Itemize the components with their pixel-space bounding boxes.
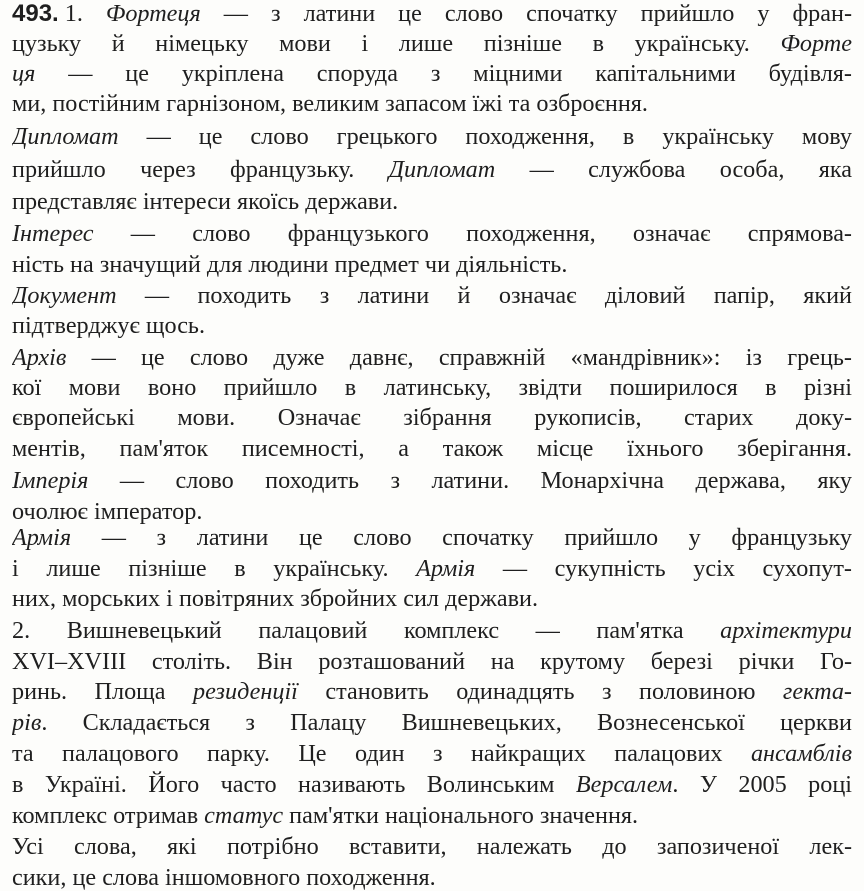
text-run: 2. Вишневецький палацовий комплекс — пам'ятка (12, 617, 721, 644)
text-run: становить одинадцять з половиною (297, 678, 783, 705)
text-line (12, 522, 852, 554)
text-line (12, 433, 852, 465)
text-run: європейські мови. Означає зібрання рукописів, старих доку- (12, 404, 852, 431)
text-line (12, 88, 852, 120)
text-line (12, 707, 852, 739)
text-line (12, 615, 852, 647)
italic-word: Фортеця (105, 0, 201, 27)
italic-word: Архів (12, 344, 67, 371)
text-run: них, морських і повітряних збройних сил держави. (12, 585, 539, 612)
italic-word: ансамблів (750, 740, 852, 767)
italic-word: рів (12, 709, 42, 736)
text-run: — слово походить з латини. Монархічна держава, яку (88, 467, 852, 494)
text-run: XVI–XVIII століть. Він розташований на крутому березі річки Го- (12, 648, 852, 675)
text-line (12, 28, 852, 60)
text-line (12, 676, 852, 708)
text-run: — це слово дуже давнє, справжній «мандрівник»: із грець- (66, 344, 852, 371)
exercise-number: 493. (12, 0, 59, 27)
text-line (12, 769, 852, 801)
text-run: підтверджує щось. (12, 312, 206, 339)
text-line (12, 121, 852, 153)
text-run: Усі слова, які потрібно вставити, належать до запозиченої лек- (12, 833, 852, 860)
text-run: ність на значущий для людини предмет чи діяльність. (12, 251, 568, 278)
text-run: та палацового парку. Це один з найкращих палацових (12, 740, 751, 767)
text-line (12, 800, 852, 832)
italic-word: Версалем (575, 771, 673, 798)
text-run: — походить з латини й означає діловий папір, який (116, 282, 852, 309)
text-line (12, 249, 852, 281)
text-run: 1. (64, 0, 106, 27)
text-run: . Складається з Палацу Вишневецьких, Вознесенської церкви (41, 709, 852, 736)
italic-word: Форте (780, 30, 852, 57)
text-run: — це укріплена споруда з міцними капітальними будівля- (35, 60, 852, 87)
text-run: і лише пізніше в українську. (12, 555, 417, 582)
italic-word: Документ (12, 282, 117, 309)
text-run: ринь. Площа (12, 678, 194, 705)
text-run: сики, це слова іншомовного походження. (12, 864, 436, 891)
italic-word: Армія (416, 555, 476, 582)
text-line (12, 0, 852, 30)
text-line (12, 553, 852, 585)
italic-word: резиденції (193, 678, 298, 705)
text-line (12, 154, 852, 186)
text-run: — службова особа, яка (495, 156, 852, 183)
text-line (12, 310, 852, 342)
text-run: — слово французького походження, означає спрямова- (93, 220, 852, 247)
text-line (12, 280, 852, 312)
text-line (12, 646, 852, 678)
italic-word: архітектури (720, 617, 852, 644)
italic-word: ця (12, 60, 36, 87)
text-line (12, 372, 852, 404)
text-line (12, 342, 852, 374)
text-run: пам'ятки національного значення. (283, 802, 639, 829)
text-line (12, 186, 852, 218)
text-run: — це слово грецького походження, в українську мову (118, 123, 852, 150)
text-run: ментів, пам'яток писемності, а також місце їхнього зберігання. (12, 435, 852, 462)
text-line (12, 862, 852, 894)
text-line (12, 738, 852, 770)
text-line (12, 218, 852, 250)
text-line (12, 583, 852, 615)
text-run: цузьку й німецьку мови і лише пізніше в українську. (12, 30, 781, 57)
text-run: — з латини це слово спочатку прийшло у фран- (200, 0, 852, 27)
text-run: — сукупність усіх сухопут- (475, 555, 852, 582)
text-run: очолює імператор. (12, 498, 203, 525)
text-run: представляє інтереси якоїсь держави. (12, 188, 399, 215)
text-line (12, 402, 852, 434)
text-run: кої мови воно прийшло в латинську, звідти поширилося в різні (12, 374, 852, 401)
text-run: прийшло через французьку. (12, 156, 389, 183)
text-run: ми, постійним гарнізоном, великим запасом їжі та озброєння. (12, 90, 648, 117)
text-line (12, 58, 852, 90)
italic-word: гекта- (782, 678, 852, 705)
text-run: — з латини це слово спочатку прийшло у французьку (71, 524, 852, 551)
text-line (12, 831, 852, 863)
text-run: в Україні. Його часто називають Волинським (12, 771, 576, 798)
italic-word: Інтерес (12, 220, 94, 247)
italic-word: Дипломат (12, 123, 119, 150)
text-line (12, 465, 852, 497)
text-run: . У 2005 році (672, 771, 852, 798)
italic-word: Імперія (12, 467, 89, 494)
italic-word: статус (204, 802, 284, 829)
italic-word: Дипломат (388, 156, 496, 183)
text-run: комплекс отримав (12, 802, 205, 829)
italic-word: Армія (12, 524, 72, 551)
